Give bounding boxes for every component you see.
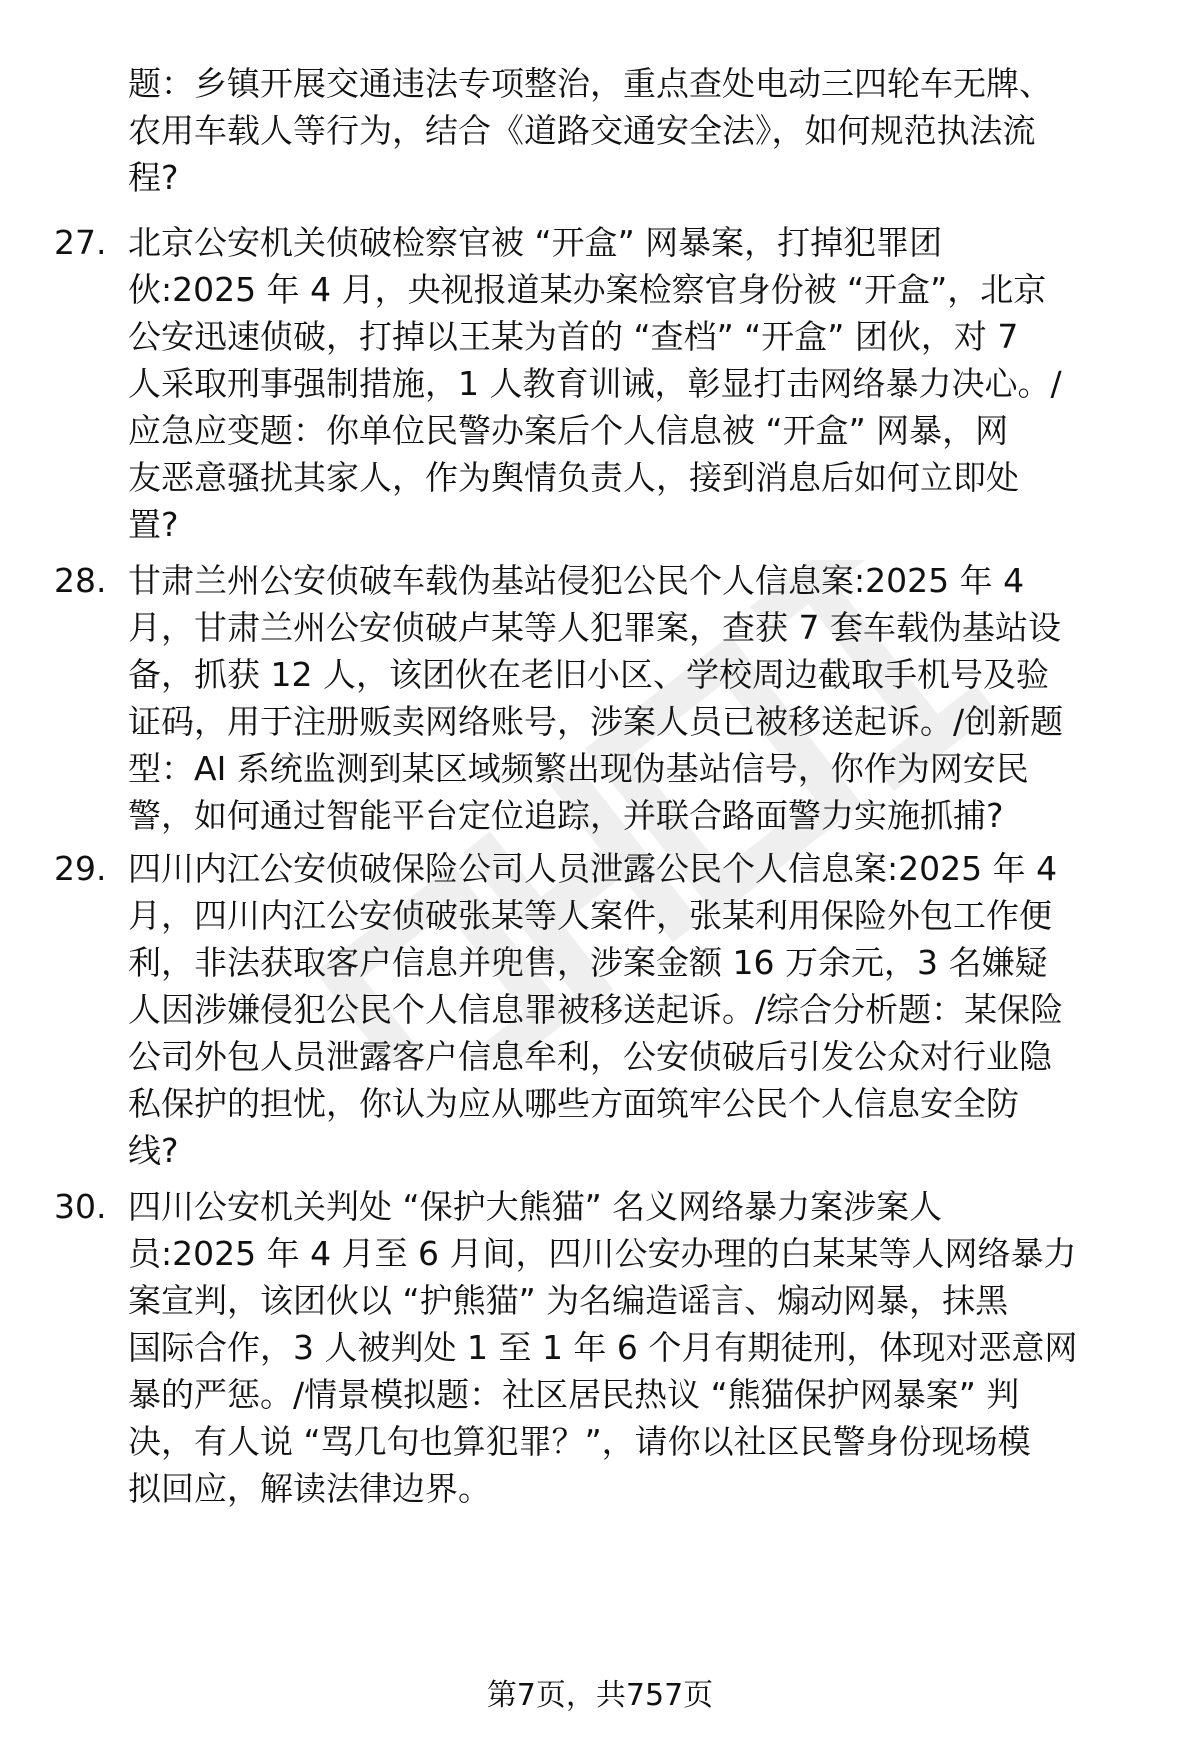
continuation-text: 题：乡镇开展交通违法专项整治，重点查处电动三四轮车无牌、 农用车载人等行为，结合《道路交通安全法》，如何规范执法流 程? [128,64,1052,197]
item-number: 29. [54,849,107,888]
item-text: 四川公安机关判处 “保护大熊猫” 名义网络暴力案涉案人 员:2025 年 4 月至 6 月间，四川公安办理的白某某等人网络暴力 案宣判，该团伙以 “护熊猫” 为名编造谣言、煽动网暴，抹黑 国际合作，3 人被判处 1 至 1 年 6 个月有期徒刑，体现对恶意网 暴的严惩。/情景模拟题：社区居民热议 “熊猫保护网暴案” 判 决，有人说 “骂几句也算犯罪？”，请你以社区民警身份现场模 拟回应，解读法律边界。 [128,1187,1078,1508]
item-text: 四川内江公安侦破保险公司人员泄露公民个人信息案:2025 年 4 月，四川内江公安侦破张某等人案件，张某利用保险外包工作便 利，非法获取客户信息并兜售，涉案金额 16 万余元，3 名嫌疑 人因涉嫌侵犯公民个人信息罪被移送起诉。/综合分析题：某保险 公司外包人员泄露客户信息牟利，公安侦破后引发公众对行业隐 私保护的担忧，你认为应从哪些方面筑牢公民个人信息安全防 线? [128,849,1064,1170]
item-number: 28. [54,561,107,600]
item-number: 30. [54,1187,107,1226]
page-number-footer: 第7页，共757页 [486,1678,714,1713]
item-text: 北京公安机关侦破检察官被 “开盒” 网暴案，打掉犯罪团 伙:2025 年 4 月，央视报道某办案检察官身份被 “开盒”，北京 公安迅速侦破，打掉以王某为首的 “查档” “开盒” 团伙，对 7 人采取刑事强制措施，1 人教育训诫，彰显打击网络暴力决心。/ 应急应变题：你单位民警办案后个人信息被 “开盒” 网暴，网 友恶意骚扰其家人，作为舆情负责人，接到消息后如何立即处 置? [128,223,1062,544]
item-number: 27. [54,223,107,262]
item-text: 甘肃兰州公安侦破车载伪基站侵犯公民个人信息案:2025 年 4 月，甘肃兰州公安侦破卢某等人犯罪案，查获 7 套车载伪基站设 备，抓获 12 人，该团伙在老旧小区、学校周边截取手机号及验 证码，用于注册贩卖网络账号，涉案人员已被移送起诉。/创新题 型：AI 系统监测到某区域频繁出现伪基站信号，你作为网安民 警，如何通过智能平台定位追踪，并联合路面警力实施抓捕? [128,561,1064,835]
